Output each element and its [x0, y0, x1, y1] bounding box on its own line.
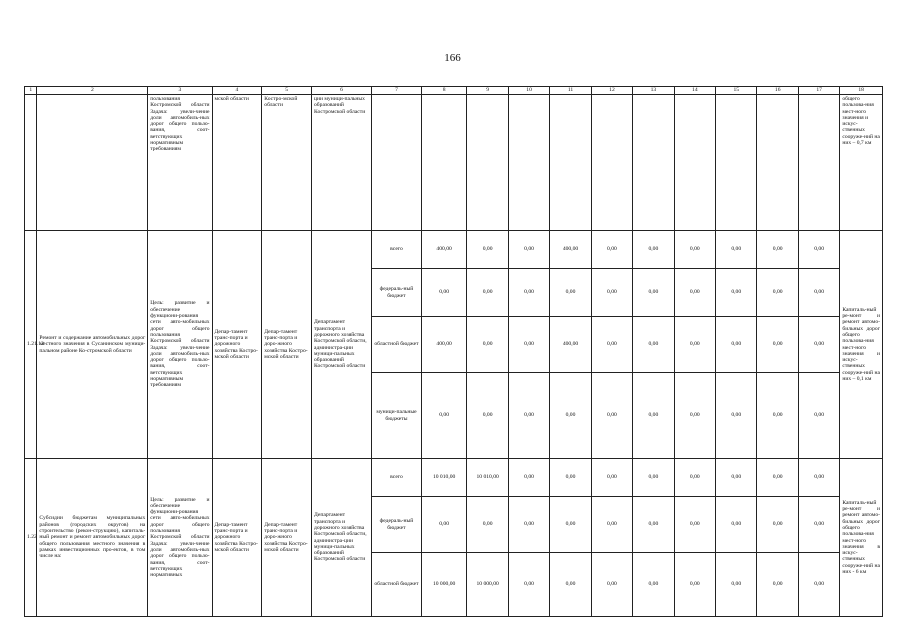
amount-cell: 0,00 [633, 269, 674, 317]
amount-cell: 0,00 [467, 231, 508, 269]
funding-source-cell: муници-пальные бюджеты [372, 373, 422, 459]
coexecutor-cell: Депар-тамент транс-порта и доро-жного хозяйства Костро-мской области [262, 231, 312, 459]
amount-cell: 0,00 [716, 459, 757, 497]
column-number-cell: 12 [591, 87, 632, 95]
amount-cell: 0,00 [508, 373, 549, 459]
amount-cell: 0,00 [757, 373, 798, 459]
funding-source-cell: федераль-ный бюджет [372, 269, 422, 317]
value-cell [550, 95, 591, 231]
amount-cell: 0,00 [798, 497, 839, 553]
continuation-row [25, 95, 883, 231]
column-number-cell: 17 [798, 87, 839, 95]
goal-cell: пользования Костромской области Задача: увели-чение доли автомобиль-ных дорог общего пользо-вания, соот-ветствующих нормативным требованиям [148, 95, 212, 231]
amount-cell: 0,00 [716, 373, 757, 459]
column-number-cell: 10 [508, 87, 549, 95]
amount-cell: 0,00 [716, 317, 757, 373]
value-cell [421, 95, 467, 231]
amount-cell: 0,00 [467, 373, 508, 459]
amount-cell: 0,00 [467, 317, 508, 373]
column-number-cell: 8 [421, 87, 467, 95]
row-id-cell: 1.22 [25, 459, 37, 617]
amount-cell: 0,00 [674, 317, 715, 373]
amount-cell: 0,00 [591, 553, 632, 617]
goal-cell: Цель: развитие и обеспечение функциони-рования сети авто-мобильных дорог общего пользования Костромской области Задача: увели-чение доли автомобиль-ных дорог общего пользо-вания, соот-ветствующих нормативным требованиям [148, 231, 212, 459]
amount-cell: 0,00 [550, 373, 591, 459]
table-row [25, 231, 883, 269]
amount-cell: 0,00 [674, 497, 715, 553]
amount-cell: 0,00 [421, 373, 467, 459]
amount-cell: 0,00 [674, 373, 715, 459]
amount-cell: 0,00 [674, 553, 715, 617]
column-number-cell: 11 [550, 87, 591, 95]
amount-cell: 0,00 [757, 553, 798, 617]
executor-cell: Депар-тамент транс-порта и дорожного хозяйства Костро-мской области [212, 231, 262, 459]
column-number-cell: 6 [312, 87, 372, 95]
table-row [25, 459, 883, 497]
amount-cell: 0,00 [798, 231, 839, 269]
amount-cell: 0,00 [591, 317, 632, 373]
column-number-cell: 5 [262, 87, 312, 95]
amount-cell: 0,00 [633, 317, 674, 373]
row-id-cell: 1.21.12 [25, 231, 37, 459]
amount-cell: 10 000,00 [421, 553, 467, 617]
amount-cell: 0,00 [757, 317, 798, 373]
amount-cell: 0,00 [798, 373, 839, 459]
column-number-cell: 13 [633, 87, 674, 95]
column-number-cell: 18 [840, 87, 883, 95]
amount-cell: 0,00 [633, 459, 674, 497]
amount-cell: 0,00 [798, 553, 839, 617]
amount-cell: 0,00 [798, 269, 839, 317]
amount-cell: 0,00 [633, 497, 674, 553]
goal-cell: Цель: развитие и обеспечение функциони-рования сети авто-мобильных дорог общего пользования Костромской области Задача: увели-чение доли автомобиль-ных дорог общего пользо-вания, соот-ветствующих нормативных [148, 459, 212, 617]
event-name-cell: Субсидии бюджетам муниципальных районов (городских округов) на строительство (рекон-струкцию), капиталь-ный ремонт и ремонт автомобильных дорог общего пользования местного значения в рамках инвестиционных про-ектов, в том числе на: [37, 459, 148, 617]
amount-cell: 0,00 [508, 459, 549, 497]
executor-cell: Депар-тамент транс-порта и дорожного хозяйства Костро-мской области [212, 459, 262, 617]
amount-cell: 0,00 [633, 553, 674, 617]
column-number-cell: 1 [25, 87, 37, 95]
amount-cell: 0,00 [591, 459, 632, 497]
value-cell [674, 95, 715, 231]
column-number-row [25, 87, 883, 95]
amount-cell: 0,00 [716, 497, 757, 553]
amount-cell: 0,00 [674, 231, 715, 269]
amount-cell: 0,00 [550, 459, 591, 497]
amount-cell: 0,00 [550, 553, 591, 617]
column-number-cell: 3 [148, 87, 212, 95]
value-cell [467, 95, 508, 231]
amount-cell: 0,00 [798, 317, 839, 373]
value-cell [798, 95, 839, 231]
amount-cell: 400,00 [550, 317, 591, 373]
value-cell [508, 95, 549, 231]
page-number: 166 [444, 52, 461, 64]
amount-cell: 0,00 [757, 459, 798, 497]
value-cell [716, 95, 757, 231]
amount-cell: 0,00 [757, 269, 798, 317]
funding-source-cell: всего [372, 231, 422, 269]
amount-cell: 0,00 [716, 553, 757, 617]
amount-cell: 10 010,00 [467, 459, 508, 497]
event-name-cell [37, 95, 148, 231]
amount-cell: 0,00 [674, 269, 715, 317]
result-cell: Капиталь-ный ре-монт и ремонт автомо-бильных дорог общего пользова-ния мест-ного значения и искус-ственных сооруже-ний на них – 0,1 км [840, 231, 883, 459]
column-number-cell: 2 [37, 87, 148, 95]
column-number-cell: 15 [716, 87, 757, 95]
value-cell [591, 95, 632, 231]
amount-cell: 0,00 [508, 497, 549, 553]
amount-cell: 0,00 [633, 231, 674, 269]
amount-cell: 0,00 [798, 459, 839, 497]
amount-cell: 0,00 [591, 269, 632, 317]
amount-cell: 0,00 [674, 459, 715, 497]
amount-cell: 0,00 [421, 269, 467, 317]
value-cell [372, 95, 422, 231]
value-cell [757, 95, 798, 231]
program-table [24, 86, 883, 617]
value-cell [633, 95, 674, 231]
amount-cell: 0,00 [508, 231, 549, 269]
participant-cell: Департамент транспорта и дорожного хозяйства Костромской области, администра-ции муници-пальных образований Костромской области [312, 231, 372, 459]
amount-cell: 0,00 [757, 497, 798, 553]
event-name-cell: Ремонт и содержание автомобильных дорог местного значения в Сусанинском муници-пальном районе Ко-стромской области [37, 231, 148, 459]
column-number-cell: 16 [757, 87, 798, 95]
amount-cell: 0,00 [757, 231, 798, 269]
participant-cell: ции муници-пальных образований Костромской области [312, 95, 372, 231]
amount-cell: 0,00 [467, 497, 508, 553]
row-id-cell [25, 95, 37, 231]
amount-cell: 0,00 [591, 373, 632, 459]
amount-cell: 400,00 [421, 231, 467, 269]
amount-cell: 0,00 [508, 553, 549, 617]
column-number-cell: 9 [467, 87, 508, 95]
amount-cell: 400,00 [421, 317, 467, 373]
amount-cell: 0,00 [716, 231, 757, 269]
amount-cell: 10 000,00 [467, 553, 508, 617]
amount-cell: 0,00 [591, 497, 632, 553]
funding-source-cell: областной бюджет [372, 553, 422, 617]
column-number-cell: 4 [212, 87, 262, 95]
result-cell: общего пользова-ния мест-ного значения и искус-ственных сооруже-ний на них – 0,7 км [840, 95, 883, 231]
column-number-cell: 14 [674, 87, 715, 95]
amount-cell: 400,00 [550, 231, 591, 269]
coexecutor-cell: Депар-тамент транс-порта и доро-жного хозяйства Костро-мской области [262, 459, 312, 617]
funding-source-cell: областной бюджет [372, 317, 422, 373]
result-cell: Капиталь-ный ре-монт и ремонт автомо-бильных дорог общего пользова-ния мест-ного значения в искус-ственных сооруже-ний на них - 6 км [840, 459, 883, 617]
amount-cell: 0,00 [508, 317, 549, 373]
amount-cell: 0,00 [508, 269, 549, 317]
amount-cell: 0,00 [421, 497, 467, 553]
funding-source-cell: федераль-ный бюджет [372, 497, 422, 553]
amount-cell: 0,00 [716, 269, 757, 317]
amount-cell: 0,00 [633, 373, 674, 459]
amount-cell: 0,00 [550, 497, 591, 553]
amount-cell: 0,00 [467, 269, 508, 317]
funding-source-cell: всего [372, 459, 422, 497]
participant-cell: Департамент транспорта и дорожного хозяйства Костромской области, администра-ции муници-пальных образований Костромской области [312, 459, 372, 617]
executor-cell: мской области [212, 95, 262, 231]
coexecutor-cell: Костро-мской области [262, 95, 312, 231]
amount-cell: 0,00 [591, 231, 632, 269]
amount-cell: 0,00 [550, 269, 591, 317]
amount-cell: 10 010,00 [421, 459, 467, 497]
column-number-cell: 7 [372, 87, 422, 95]
